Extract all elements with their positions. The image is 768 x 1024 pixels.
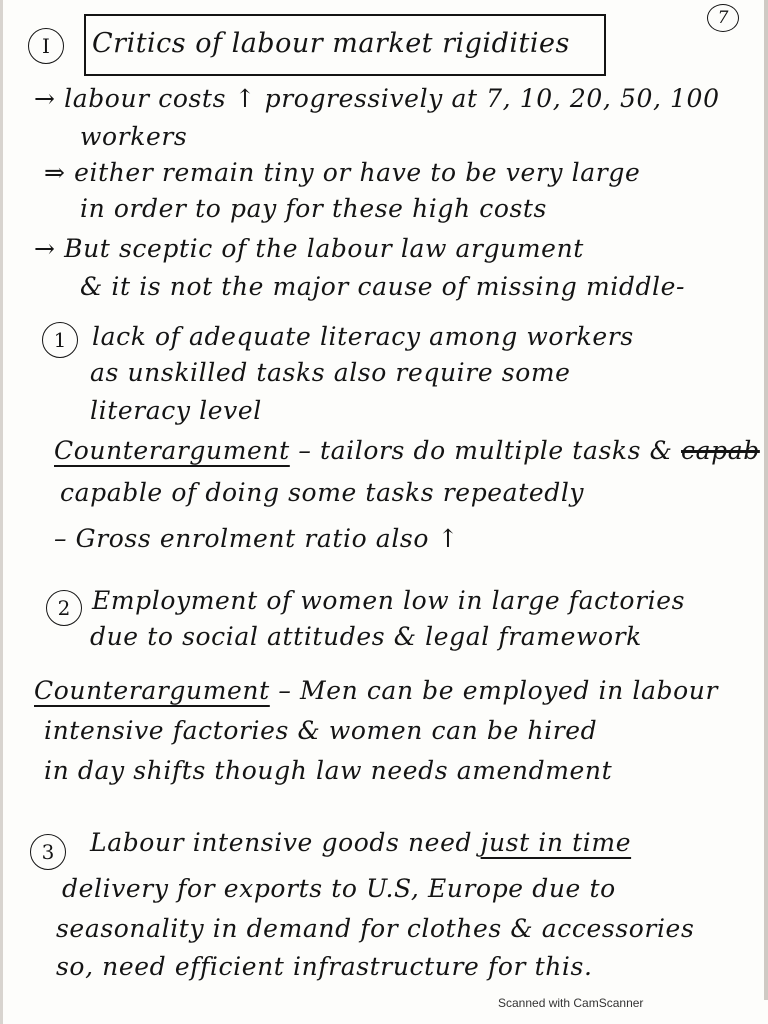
point-number: 2 (46, 590, 82, 626)
page-edge-right (764, 0, 768, 1000)
struck-text: capab (681, 436, 760, 465)
section-numeral: I (28, 28, 64, 64)
counterargument-line (54, 436, 760, 465)
note-line: ⇒ either remain tiny or have to be very large (44, 158, 641, 187)
counterargument-label: Counterargument (34, 676, 270, 705)
note-line (90, 828, 631, 857)
point-number: 3 (30, 834, 66, 870)
note-text: – Men can be employed in labour (269, 676, 719, 705)
point-number: 1 (42, 322, 78, 358)
note-line: so, need efficient infrastructure for this. (56, 952, 593, 981)
note-line: in day shifts though law needs amendment (44, 756, 613, 785)
note-line: delivery for exports to U.S, Europe due to (62, 874, 616, 903)
note-line: due to social attitudes & legal framework (90, 622, 642, 651)
note-line: seasonality in demand for clothes & accessories (56, 914, 695, 943)
page-edge-left (0, 0, 3, 1024)
note-line: literacy level (90, 396, 262, 425)
note-line: & it is not the major cause of missing middle- (80, 272, 686, 301)
note-line: → But sceptic of the labour law argument (34, 234, 584, 263)
note-line: → labour costs ↑ progressively at 7, 10, 20, 50, 100 (34, 84, 720, 113)
note-text: – tailors do multiple tasks & (289, 436, 682, 465)
scanner-watermark: Scanned with CamScanner (498, 996, 644, 1010)
note-line: Employment of women low in large factories (92, 586, 686, 615)
page-number: 7 (707, 4, 739, 32)
note-line: – Gross enrolment ratio also ↑ (54, 524, 460, 553)
counterargument-line (34, 676, 718, 705)
note-text: Labour intensive goods need (90, 828, 481, 857)
note-line: workers (80, 122, 188, 151)
section-title: Critics of labour market rigidities (92, 28, 570, 59)
note-line: capable of doing some tasks repeatedly (60, 478, 585, 507)
note-line: intensive factories & women can be hired (44, 716, 598, 745)
note-line: as unskilled tasks also require some (90, 358, 571, 387)
note-line: in order to pay for these high costs (80, 194, 547, 223)
note-line: lack of adequate literacy among workers (92, 322, 634, 351)
underlined-text: just in time (480, 828, 632, 857)
counterargument-label: Counterargument (54, 436, 290, 465)
